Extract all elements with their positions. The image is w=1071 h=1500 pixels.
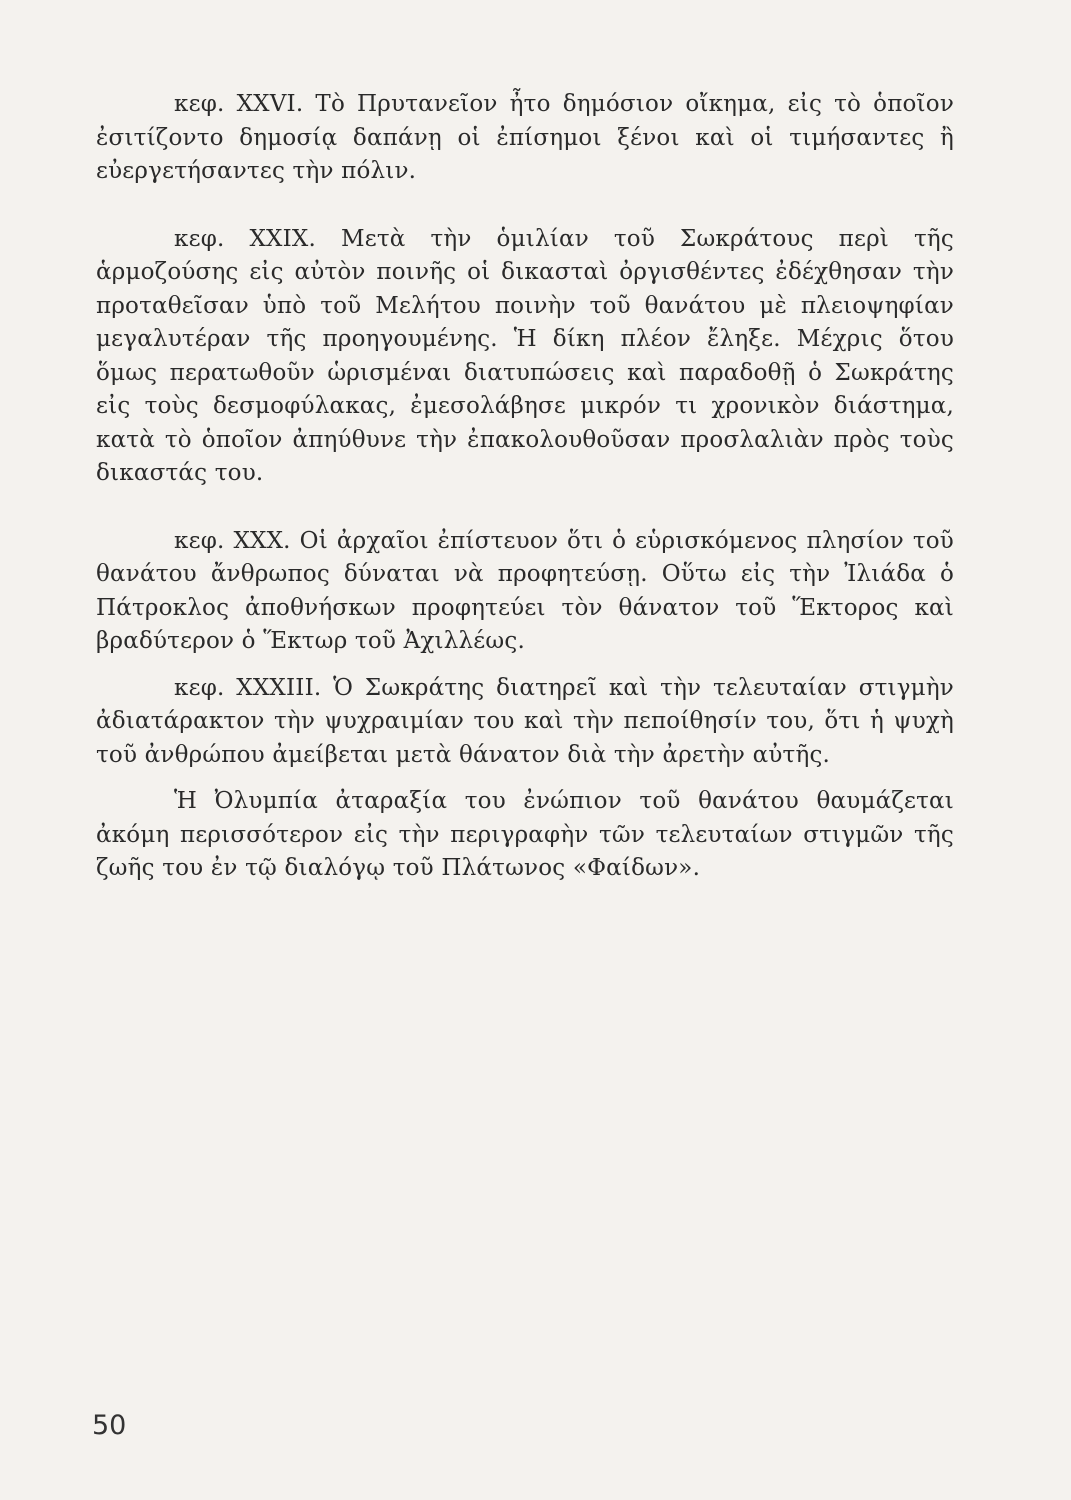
paragraph-olympian-calm: Ἡ Ὀλυμπία ἀταραξία του ἐνώπιον τοῦ θανάτου θαυμάζεται ἀκόμη περισσότερον εἰς τὴν περιγραφὴν τῶν τελευταίων στιγμῶν τῆς ζωῆς του ἐν τῷ διαλόγῳ τοῦ Πλάτωνος «Φαίδων».: [96, 788, 954, 881]
text-body: [96, 88, 954, 886]
page-number: 50: [92, 1410, 127, 1441]
paragraph-ch26: κεφ. XXVI. Τὸ Πρυτανεῖον ἦτο δημόσιον οἴκημα, εἰς τὸ ὁποῖον ἐσιτίζοντο δημοσίᾳ δαπάνῃ οἱ ἐπίσημοι ξένοι καὶ οἱ τιμήσαντες ἢ εὐεργετήσαντες τὴν πόλιν.: [96, 91, 954, 184]
paragraph-ch33: κεφ. XXXIII. Ὁ Σωκράτης διατηρεῖ καὶ τὴν τελευταίαν στιγμὴν ἀδιατάρακτον τὴν ψυχραιμίαν του καὶ τὴν πεποίθησίν του, ὅτι ἡ ψυχὴ τοῦ ἀνθρώπου ἀμείβεται μετὰ θάνατον διὰ τὴν ἀρετὴν αὐτῆς.: [96, 674, 954, 768]
paragraph-ch29: κεφ. XXIX. Μετὰ τὴν ὁμιλίαν τοῦ Σωκράτους περὶ τῆς ἁρμοζούσης εἰς αὐτὸν ποινῆς οἱ δικασταὶ ὀργισθέντες ἐδέχθησαν τὴν προταθεῖσαν ὑπὸ τοῦ Μελήτου ποινὴν τοῦ θανάτου μὲ πλειοψηφίαν μεγαλυτέραν τῆς προηγουμένης. Ἡ δίκη πλέον ἔληξε. Μέχρις ὅτου ὅμως περατωθοῦν ὡρισμέναι διατυπώσεις καὶ παραδοθῇ ὁ Σωκράτης εἰς τοὺς δεσμοφύλακας, ἐμεσολάβησε μικρόν τι χρονικὸν διάστημα, κατὰ τὸ ὁποῖον ἀπηύθυνε τὴν ἐπακολουθοῦσαν προσλαλιὰν πρὸς τοὺς δικαστάς του.: [96, 225, 954, 486]
paragraph-ch30: κεφ. XXX. Οἱ ἀρχαῖοι ἐπίστευον ὅτι ὁ εὑρισκόμενος πλησίον τοῦ θανάτου ἄνθρωπος δύναται νὰ προφητεύσῃ. Οὕτω εἰς τὴν Ἰλιάδα ὁ Πάτροκλος ἀποθνήσκων προφητεύει τὸν θάνατον τοῦ Ἕκτορος καὶ βραδύτερον ὁ Ἕκτωρ τοῦ Ἀχιλλέως.: [96, 527, 954, 654]
